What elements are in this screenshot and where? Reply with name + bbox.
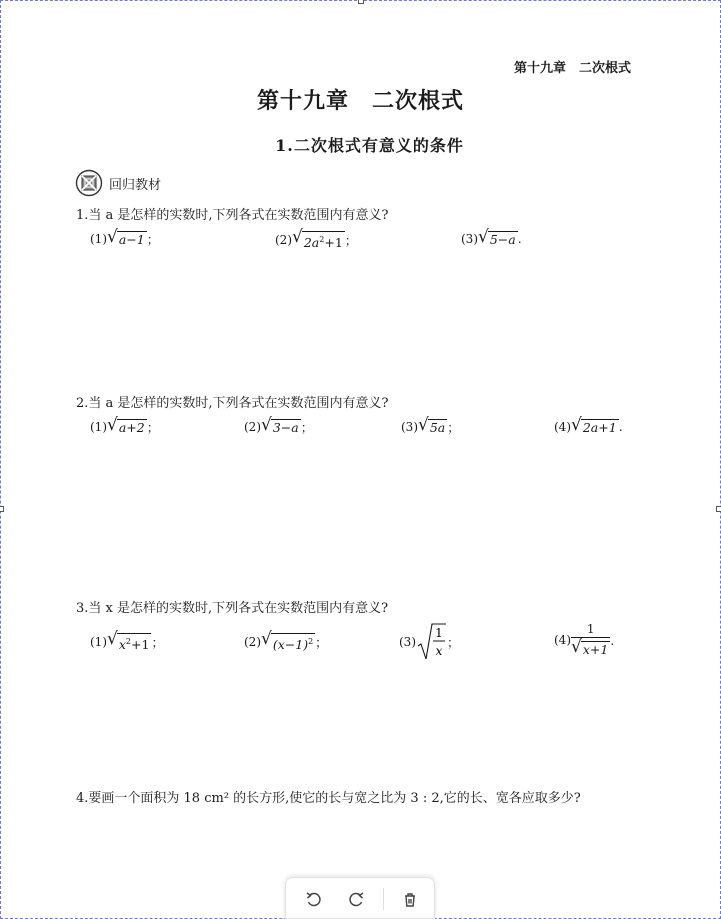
question-4-prompt: 4.要画一个面积为 18 cm² 的长方形,使它的长与宽之比为 3 : 2,它的长、宽各应取多少? — [76, 791, 581, 806]
sqrt-expression: √ $(x-1)^2$ — [261, 629, 314, 653]
sqrt-expression: √ 2a+1 — [571, 415, 617, 435]
fraction-denominator: x+1 — [582, 642, 609, 657]
fraction-denominator: x — [435, 644, 443, 658]
sqrt-expression: √ a−1 — [107, 227, 145, 247]
undo-icon[interactable] — [304, 890, 324, 910]
sqrt-fraction — [417, 622, 447, 662]
review-badge — [75, 169, 161, 197]
question-3-item-2: (2) √ $(x-1)^2$ ； — [244, 629, 328, 653]
chapter-title: 第十九章 二次根式 — [256, 89, 464, 114]
question-3-item-1: (1) √ $x^2+1$ ； — [90, 629, 164, 653]
sqrt-expression: √ x+1 — [571, 637, 609, 657]
question-3-item-4: (4) 1 √ x+1 . — [554, 622, 615, 657]
sqrt-expression: √ 3−a — [261, 415, 299, 435]
redo-icon[interactable] — [346, 890, 366, 910]
question-1-item-3: (3) √ 5−a . — [461, 227, 522, 247]
sqrt-expression: √ 5a — [418, 415, 446, 435]
sqrt-expression: √ $x^2+1$ — [107, 629, 150, 653]
question-3-item-3: (3) 1 x ； — [399, 622, 460, 662]
fraction — [571, 622, 610, 658]
fraction-numerator: 1 — [586, 622, 595, 636]
review-label: 回归教材 — [109, 177, 162, 193]
question-3-prompt: 3.当 x 是怎样的实数时,下列各式在实数范围内有意义? — [76, 601, 389, 616]
review-book-icon — [75, 169, 103, 197]
question-2-item-2: (2) √ 3−a ； — [244, 415, 314, 435]
question-1-item-2: (2) √ $2a^2+1$ ； — [275, 227, 358, 251]
edit-toolbar — [285, 877, 435, 919]
sqrt-expression: √ a+2 — [107, 415, 145, 435]
sqrt-expression: √ $2a^2+1$ — [292, 227, 343, 251]
question-2-item-4: (4) √ 2a+1 . — [554, 415, 623, 435]
section-title: 1.二次根式有意义的条件 — [275, 136, 464, 155]
question-2-item-1: (1) √ a+2 ； — [90, 415, 160, 435]
question-1-item-1: (1) √ a−1 ； — [90, 227, 160, 247]
running-header: 第十九章 二次根式 — [514, 61, 632, 76]
question-1-prompt: 1.当 a 是怎样的实数时,下列各式在实数范围内有意义? — [76, 208, 389, 223]
fraction-numerator: 1 — [435, 626, 443, 640]
question-2-item-3: (3) √ 5a ； — [401, 415, 460, 435]
question-2-prompt: 2.当 a 是怎样的实数时,下列各式在实数范围内有意义? — [76, 396, 389, 411]
sqrt-expression: √ 5−a — [478, 227, 516, 247]
toolbar-separator — [383, 888, 384, 910]
trash-icon[interactable] — [400, 890, 420, 910]
